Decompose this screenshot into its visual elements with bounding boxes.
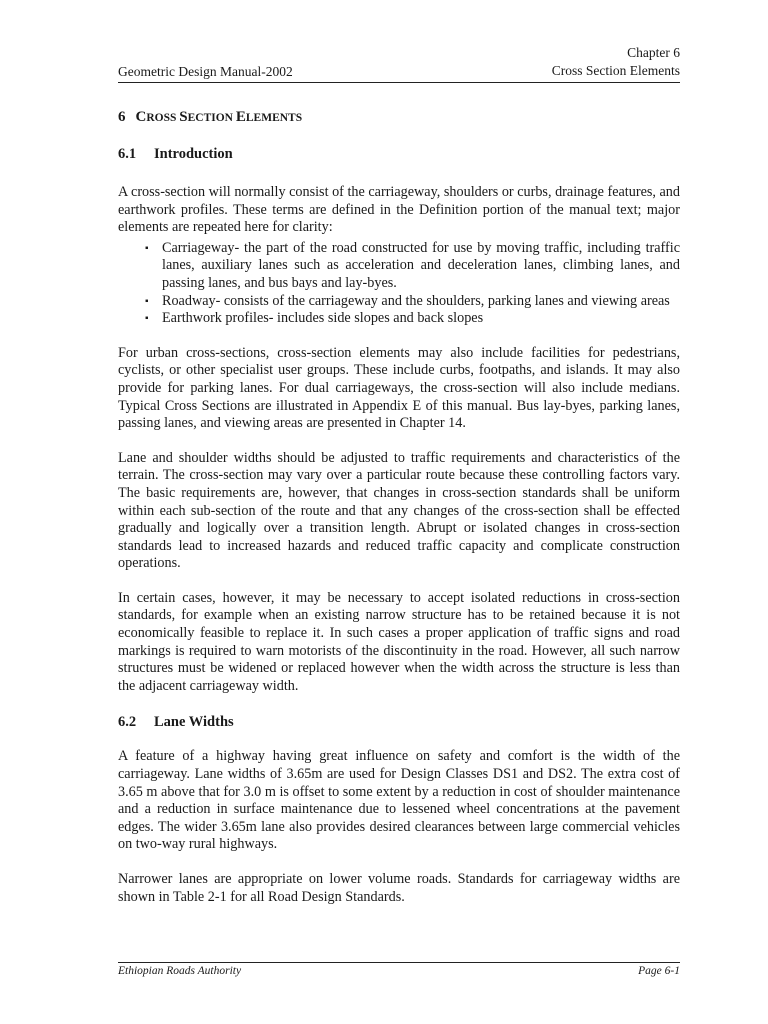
- page-number: Page 6-1: [638, 965, 680, 977]
- chapter-info: [552, 44, 680, 80]
- intro-paragraph: A cross-section will normally consist of the carriageway, shoulders or curbs, drainage features, and earthwork profiles. These terms are defined in the Definition portion of the manual text; major elements are repeated here for clarity:: [118, 184, 680, 236]
- body-paragraph: For urban cross-sections, cross-section elements may also include facilities for pedestrians, cyclists, or other specialist user groups. These include curbs, footpaths, and islands. It may also provide for parking lanes. For dual carriageways, the cross-section will also include medians. Typical Cross Sections are illustrated in Appendix E of this manual. Bus lay-byes, parking lanes, passing lanes, and viewing areas are presented in Chapter 14.: [118, 344, 680, 432]
- body-paragraph: A feature of a highway having great influence on safety and comfort is the width of the carriageway. Lane widths of 3.65m are used for Design Classes DS1 and DS2. The extra cost of 3.65 m above that for 3.0 m is offset to some extent by a reduction in cost of shoulder maintenance and a reduction in surface maintenance due to lessened wheel concentrations at the pavement edges. The wider 3.65m lane also provides desired clearances between large commercial vehicles on two-way rural highways.: [118, 748, 680, 853]
- list-item: ▪ Carriageway- the part of the road constructed for use by moving traffic, including traffic lanes, auxiliary lanes such as acceleration and deceleration lanes, climbing lanes, and passing lanes, and bus bays and lay-byes.: [145, 239, 680, 291]
- page-footer: [118, 962, 680, 977]
- publisher-name: Ethiopian Roads Authority: [118, 965, 242, 977]
- manual-title: Geometric Design Manual-2002: [118, 64, 293, 79]
- list-item: ▪ Earthwork profiles- includes side slopes and back slopes: [145, 310, 484, 327]
- chapter-heading: [118, 109, 680, 126]
- bullet-icon: ▪: [145, 313, 149, 325]
- chapter-number: Chapter 6: [627, 45, 680, 60]
- bullet-icon: ▪: [145, 295, 149, 307]
- chapter-section-name: Cross Section Elements: [551, 63, 680, 78]
- body-paragraph: Lane and shoulder widths should be adjusted to traffic requirements and characteristics of the terrain. The cross-section may vary over a particular route because these controlling factors vary. The basic requirements are, however, that changes in cross-section standards shall be uniform within each sub-section of the route and that any changes of the cross-section shall be effected gradually and logically over a transition length. Abrupt or isolated changes in cross-section standards lead to increased hazards and reduced traffic capacity and complicate construction operations.: [118, 449, 680, 572]
- bullet-icon: ▪: [145, 242, 149, 254]
- chapter-heading-title: CROSS SECTION ELEMENTS: [135, 109, 303, 125]
- page-header: [118, 44, 680, 83]
- body-paragraph: Narrower lanes are appropriate on lower volume roads. Standards for carriageway widths are shown in Table 2-1 for all Road Design Standards.: [118, 871, 680, 905]
- section-heading-introduction: 6.1 Introduction: [118, 146, 233, 162]
- list-item: ▪ Roadway- consists of the carriageway and the shoulders, parking lanes and viewing areas: [145, 292, 670, 309]
- section-heading-lane-widths: 6.2 Lane Widths: [118, 714, 234, 731]
- body-paragraph: In certain cases, however, it may be necessary to accept isolated reductions in cross-section standards, for example when an existing narrow structure has to be retained because it is not economically feasible to replace it. In such cases a proper application of traffic signs and road markings is required to warn motorists of the discontinuity in the road. However, all such narrow structures must be widened or replaced however when the width across the structure is less than the adjacent carriageway width.: [118, 589, 680, 694]
- chapter-heading-number: 6: [118, 109, 126, 125]
- document-page: [118, 44, 680, 984]
- element-list: [118, 240, 680, 328]
